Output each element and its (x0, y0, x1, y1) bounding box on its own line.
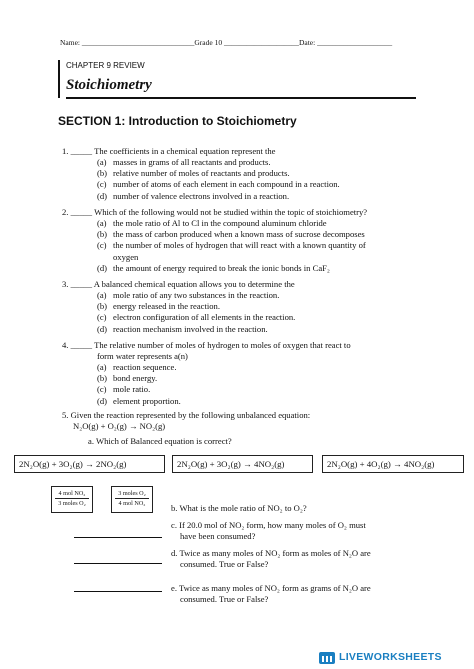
question-5c-line2: have been consumed? (180, 531, 256, 541)
answer-blank-c[interactable] (74, 537, 162, 538)
question-5b: b. What is the mole ratio of NO₂ to O₂? (171, 503, 307, 513)
question-2-options (97, 218, 366, 274)
question-5d-line2: consumed. True or False? (180, 559, 269, 569)
date-field[interactable]: ____________________ (317, 38, 393, 47)
question-5a-prompt: a. Which of Balanced equation is correct? (88, 436, 232, 446)
student-info-line (60, 38, 392, 47)
option-1c[interactable]: (c) number of atoms of each element in each compound in a reaction. (97, 179, 340, 190)
option-2c[interactable]: (c) the number of moles of hydrogen that will react with a known quantity of (97, 240, 366, 251)
question-3 (62, 279, 295, 290)
liveworksheets-brand: LIVEWORKSHEETS (339, 651, 442, 663)
section-title: SECTION 1: Introduction to Stoichiometry (58, 114, 297, 128)
option-2d[interactable]: (d) the amount of energy required to break the ionic bonds in CaF₂ (97, 262, 330, 273)
answer-blank-d[interactable] (74, 563, 162, 564)
option-3b[interactable]: (b) energy released in the reaction. (97, 301, 220, 312)
ratio-box-2[interactable] (111, 486, 153, 513)
grade-field[interactable]: ____________________ (223, 38, 299, 47)
equation-choice-2[interactable]: 2N₂O(g) + 3O₂(g) → 4NO₂(g) (172, 455, 313, 473)
option-3c[interactable]: (c) electron configuration of all elements in the reaction. (97, 312, 296, 323)
question-5-equation: N₂O(g) + O₂(g) → NO₂(g) (73, 421, 166, 431)
option-4c[interactable]: (c) mole ratio. (97, 384, 151, 395)
name-field[interactable]: ______________________________ (81, 38, 195, 47)
question-1-options (97, 157, 340, 202)
question-text: The relative number of moles of hydrogen to moles of oxygen that react to (94, 340, 351, 350)
option-3d[interactable]: (d) reaction mechanism involved in the reaction. (97, 323, 268, 334)
question-4 (62, 340, 351, 351)
ratio-denominator: 4 mol NO₂ (118, 500, 146, 507)
title-rule (66, 97, 416, 99)
question-number[interactable]: 3. _____ (62, 279, 93, 289)
option-4b[interactable]: (b) bond energy. (97, 373, 158, 384)
option-4a[interactable]: (a) reaction sequence. (97, 362, 177, 372)
question-text: Which of the following would not be studied within the topic of stoichiometry? (94, 207, 368, 217)
chapter-label: CHAPTER 9 REVIEW (66, 61, 145, 70)
question-5d-line1: d. Twice as many moles of NO₂ form as moles of N₂O are (171, 548, 371, 558)
answer-blank-e[interactable] (74, 591, 162, 592)
equation-choice-1[interactable]: 2N₂O(g) + 3O₂(g) → 2NO₂(g) (14, 455, 165, 473)
question-2 (62, 207, 367, 218)
question-5e-line1: e. Twice as many moles of NO₂ form as grams of N₂O are (171, 583, 371, 593)
ratio-box-1[interactable] (51, 486, 93, 513)
ratio-numerator: 4 mol NO₂ (55, 489, 89, 499)
option-1d[interactable]: (d) number of valence electrons involved in a reaction. (97, 190, 290, 201)
question-4-text-cont: form water represents a(n) (97, 351, 188, 361)
ratio-numerator: 3 moles O₂ (115, 489, 149, 499)
grade-label: Grade 10 (194, 38, 223, 47)
question-text: The coefficients in a chemical equation represent the (94, 146, 276, 156)
option-2c-cont: oxygen (113, 251, 139, 262)
question-5e-line2: consumed. True or False? (180, 594, 269, 604)
question-number[interactable]: 2. _____ (62, 207, 93, 217)
chapter-divider (58, 60, 60, 98)
option-3a[interactable]: (a) mole ratio of any two substances in the reaction. (97, 290, 280, 300)
question-text: A balanced chemical equation allows you to determine the (93, 279, 295, 289)
page-title: Stoichiometry (66, 77, 152, 93)
question-4-options (97, 362, 181, 407)
option-2b[interactable]: (b) the mass of carbon produced when a known mass of sucrose decomposes (97, 229, 365, 240)
question-5c-line1: c. If 20.0 mol of NO₂ form, how many moles of O₂ must (171, 520, 366, 530)
question-number[interactable]: 4. _____ (62, 340, 93, 350)
option-1b[interactable]: (b) relative number of moles of reactants and products. (97, 168, 290, 179)
liveworksheets-logo-icon (319, 652, 335, 664)
question-1 (62, 146, 276, 157)
equation-choice-3[interactable]: 2N₂O(g) + 4O₂(g) → 4NO₂(g) (322, 455, 464, 473)
option-4d[interactable]: (d) element proportion. (97, 395, 181, 406)
option-2a[interactable]: (a) the mole ratio of Al to Cl in the compound aluminum chloride (97, 218, 327, 228)
question-3-options (97, 290, 295, 335)
name-label: Name: (60, 38, 82, 47)
question-5-intro: 5. Given the reaction represented by the following unbalanced equation: (62, 410, 311, 420)
ratio-denominator: 3 moles O₂ (58, 500, 86, 507)
question-number[interactable]: 1. _____ (62, 146, 93, 156)
option-1a[interactable]: (a) masses in grams of all reactants and products. (97, 157, 271, 167)
date-label: Date: (298, 38, 318, 47)
